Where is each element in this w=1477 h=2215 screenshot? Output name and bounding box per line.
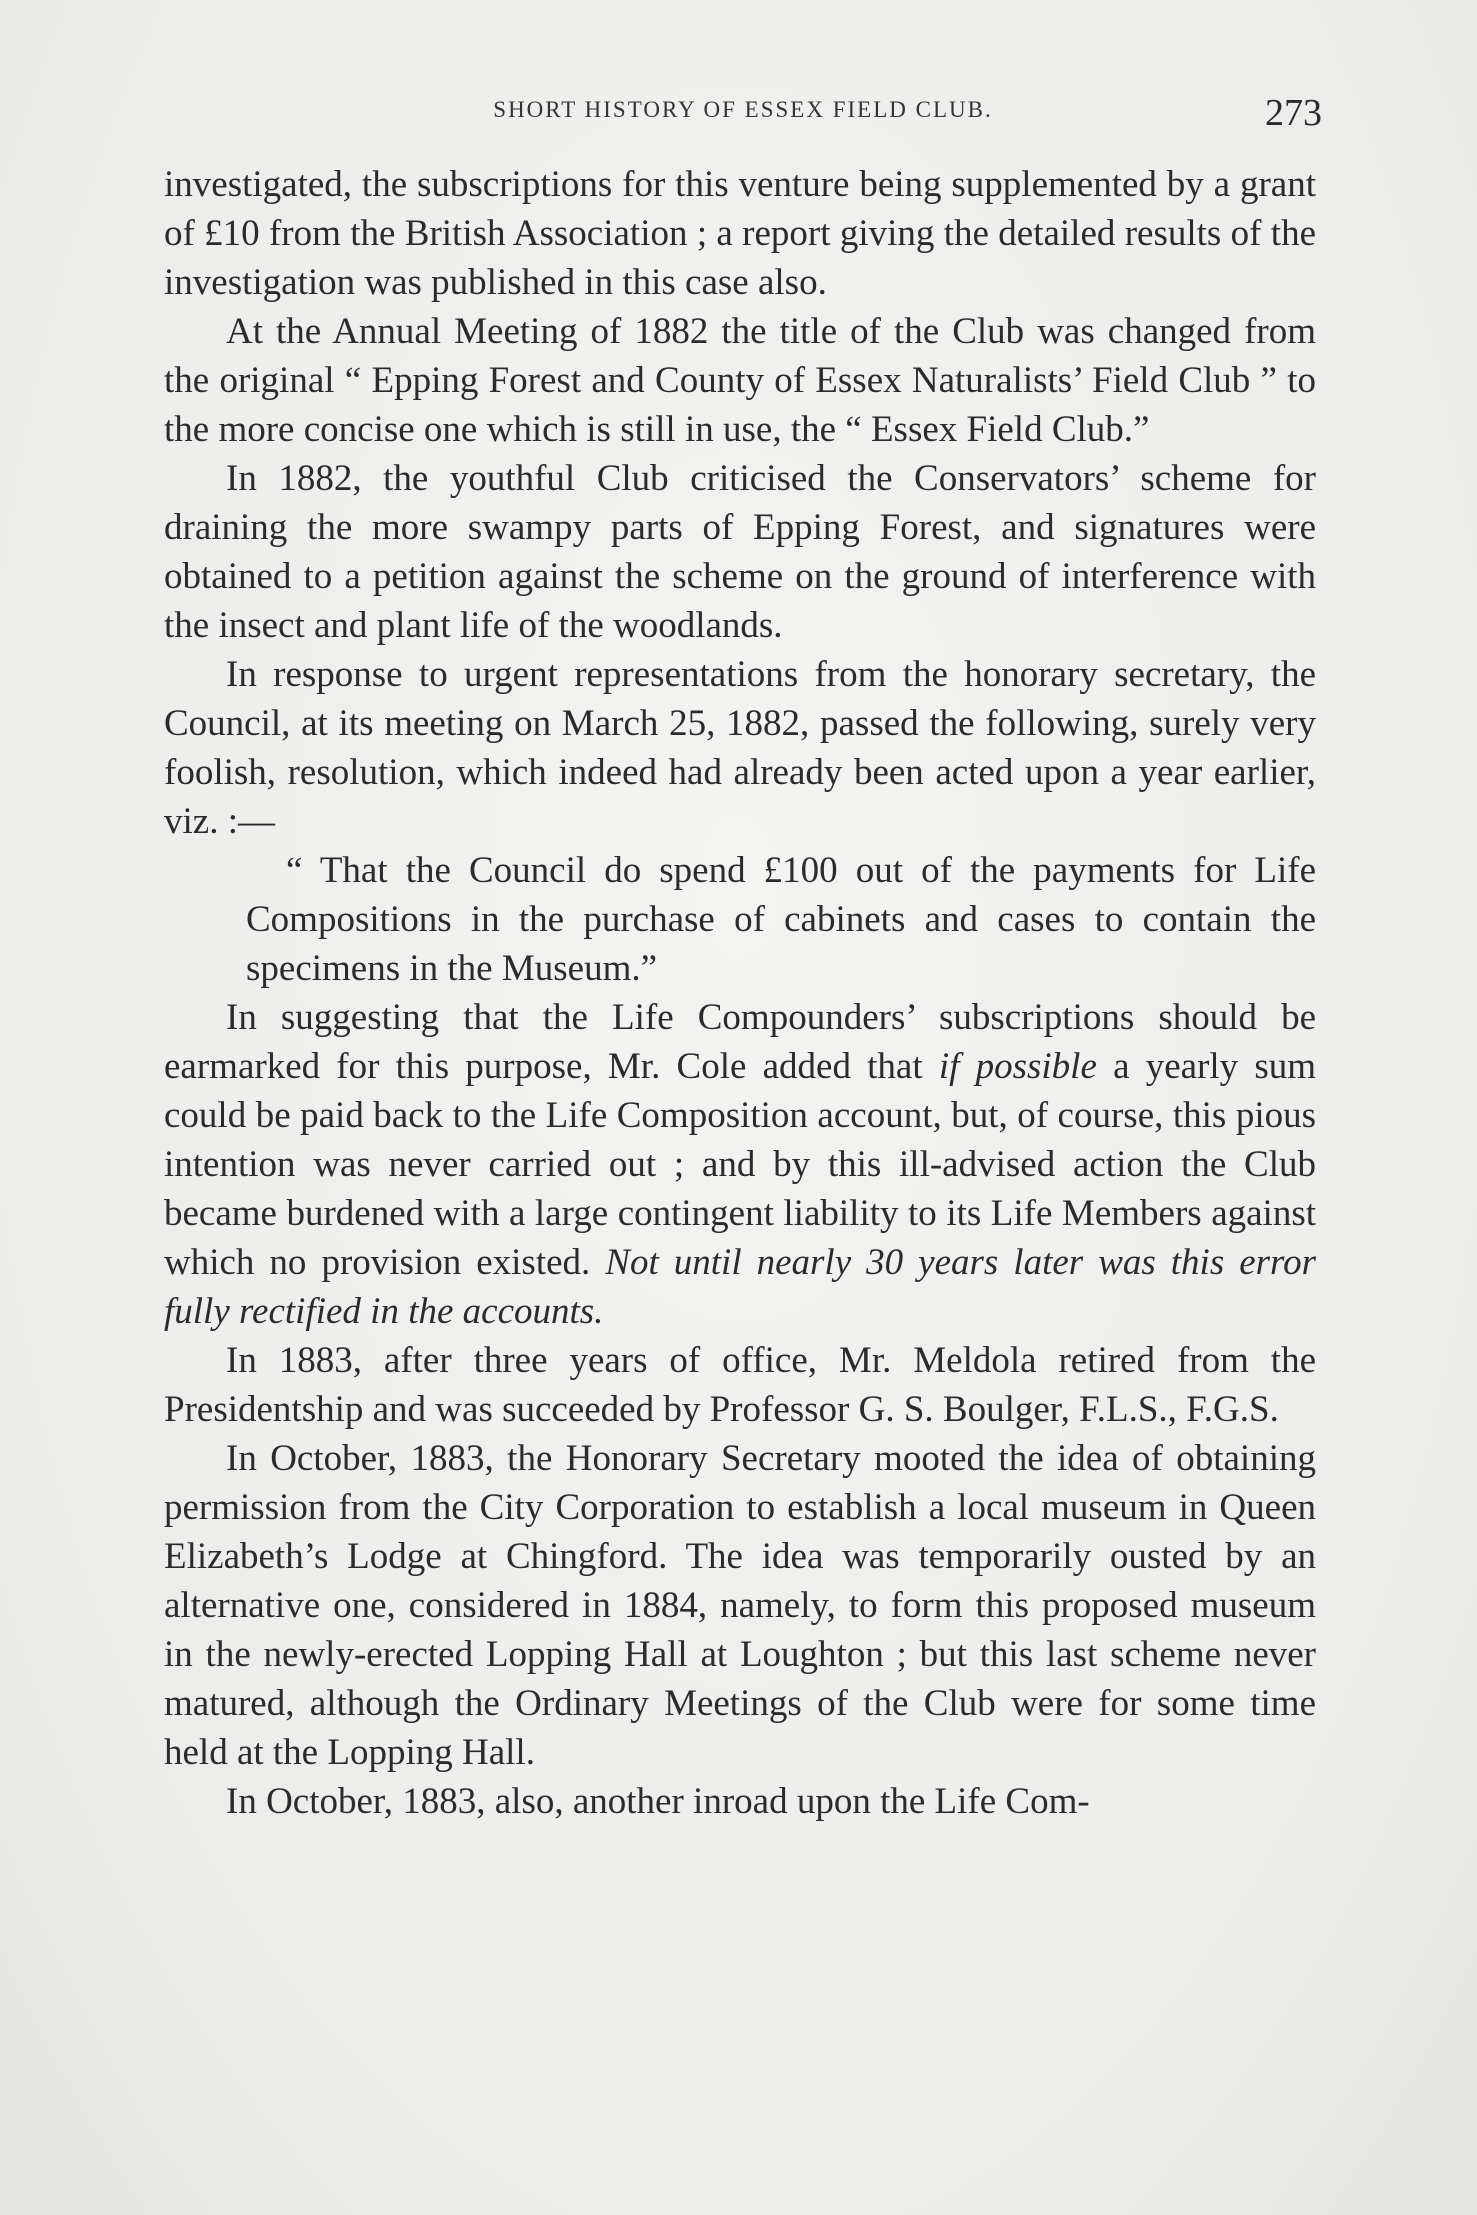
paragraph: In 1882, the youthful Club criticised the Conservators’ scheme for draining the more swampy parts of Epping Forest, and signatures were obtained to a petition against the scheme on the ground of interference with the insect and plant life of the woodlands.: [164, 458, 1316, 646]
running-title: SHORT HISTORY OF ESSEX FIELD CLUB.: [493, 97, 993, 122]
paragraph: At the Annual Meeting of 1882 the title of the Club was changed from the original “ Epping Forest and County of Essex Naturalists’ Field Club ” to the more concise one which is still in use, the “ Essex Field Club.”: [164, 311, 1316, 450]
paragraph-text: In suggesting that the Life Compounders’ subscriptions should be earmarked for this purpose, Mr. Cole added that: [164, 997, 1316, 1087]
paragraph: In response to urgent representations from the honorary secretary, the Council, at its meeting on March 25, 1882, passed the following, surely very foolish, resolution, which indeed had already been acted upon a year earlier, viz. :—: [164, 654, 1316, 842]
paragraph: [164, 993, 1316, 1336]
paragraph: In October, 1883, the Honorary Secretary mooted the idea of obtaining permission from the City Corporation to establish a local museum in Queen Elizabeth’s Lodge at Chingford. The idea was temporarily ousted by an alternative one, considered in 1884, namely, to form this proposed museum in the newly-erected Lopping Hall at Loughton ; but this last scheme never matured, although the Ordinary Meetings of the Club were for some time held at the Lopping Hall.: [164, 1438, 1316, 1773]
paragraph: investigated, the subscriptions for this venture being supplemented by a grant of £10 from the British Association ; a report giving the detailed results of the investigation was published in this case also.: [164, 164, 1316, 303]
paragraph: In 1883, after three years of office, Mr. Meldola retired from the Presidentship and was succeeded by Professor G. S. Boulger, F.L.S., F.G.S.: [164, 1340, 1316, 1430]
page-number: 273: [1265, 92, 1322, 134]
body-text: [164, 160, 1316, 1826]
italic-text: if possible: [938, 1046, 1097, 1087]
paragraph: In October, 1883, also, another inroad upon the Life Com-: [226, 1781, 1090, 1822]
paragraph-text: a yearly sum could be paid back to the Life Composition account, but, of course, this pious intention was never carried out ; and by this ill-advised action the Club became burdened with a large contingent liability to its Life Members against which no provision existed.: [164, 1046, 1317, 1283]
italic-text: Not until nearly 30 years later was this error fully rectified in the accounts.: [164, 1242, 1316, 1332]
running-head: [164, 93, 1322, 133]
block-quote: “ That the Council do spend £100 out of the payments for Life Compositions in the purchase of cabinets and cases to contain the specimens in the Museum.”: [246, 850, 1316, 989]
